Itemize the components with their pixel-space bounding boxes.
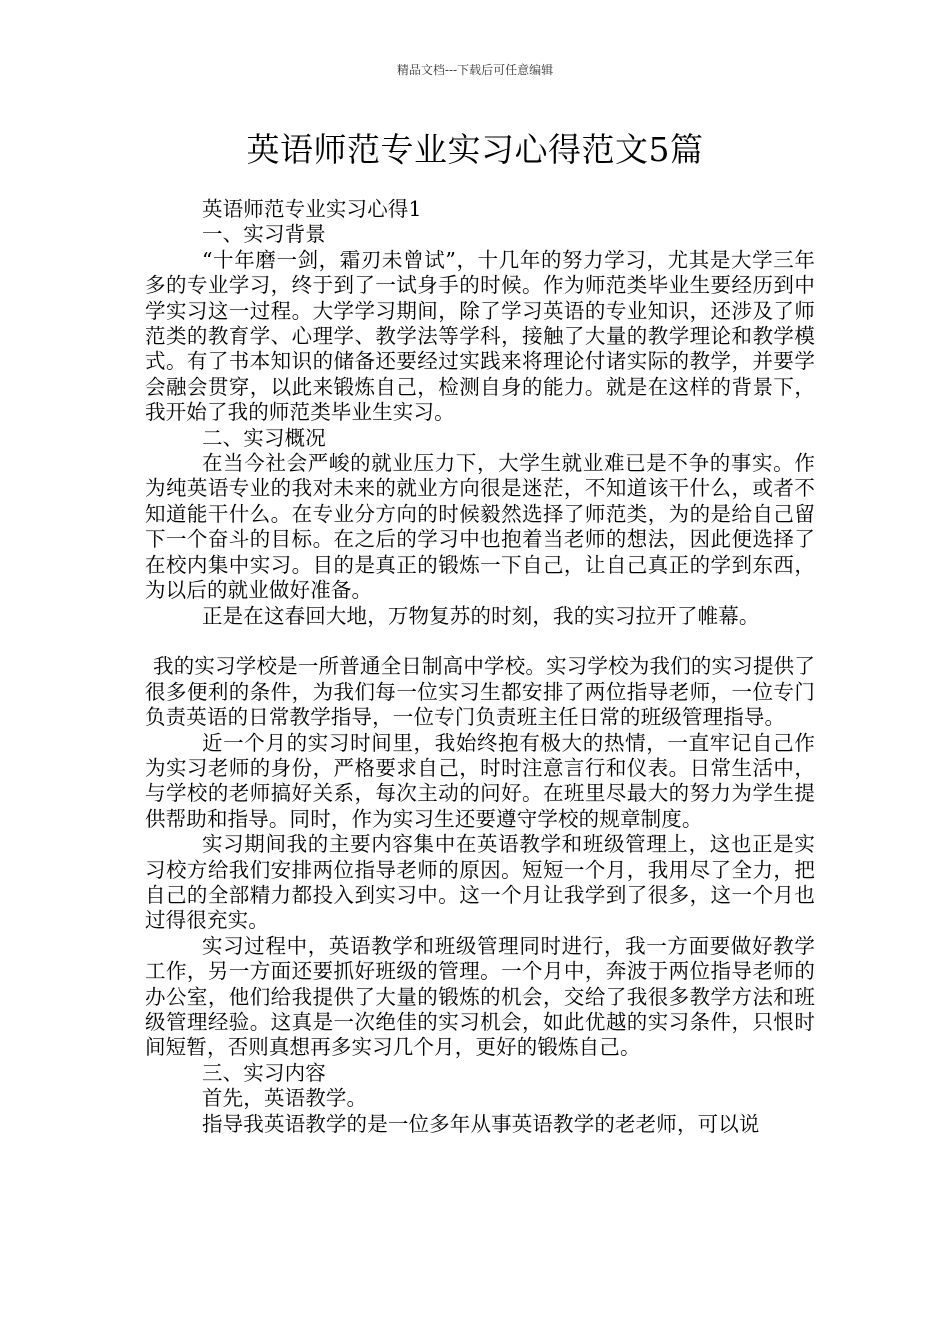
section-heading-background: 一、实习背景 [202,222,326,247]
paragraph-background: “十年磨一剑，霜刃未曾试”，十几年的努力学习，尤其是大学三年多的专业学习，终于到了一试身手的时候。作为师范类毕业生要经历到中学实习这一过程。大学学习期间，除了学习英语的专业知识，还涉及了师范类的教育学、心理学、教学法等学科，接触了大量的教学理论和教学模式。有了书本知识的储备还要经过实践来将理论付诸实际的教学，并要学会融会贯穿，以此来锻炼自己，检测自身的能力。就是在这样的背景下，我开始了我的师范类毕业生实习。 [145,247,815,425]
document-title: 英语师范专业实习心得范文5篇 [246,130,704,169]
paragraph-process: 实习过程中，英语教学和班级管理同时进行，我一方面要做好教学工作，另一方面还要抓好班级的管理。一个月中，奔波于两位指导老师的办公室，他们给我提供了大量的锻炼的机会，交给了我很多教学方法和班级管理经验。这真是一次绝佳的实习机会，如此优越的实习条件，只恨时间短暂，否则真想再多实习几个月，更好的锻炼自己。 [145,933,815,1060]
paragraph-spring: 正是在这春回大地，万物复苏的时刻，我的实习拉开了帷幕。 [202,603,760,628]
paragraph-first: 首先，英语教学。 [202,1086,368,1111]
section-heading-overview: 二、实习概况 [202,425,326,450]
blank-line [145,629,815,654]
paragraph-overview: 在当今社会严峻的就业压力下，大学生就业难已是不争的事实。作为纯英语专业的我对未来的就业方向很是迷茫，不知道该干什么，或者不知道能干什么。在专业分方向的时候毅然选择了师范类，为的是给自己留下一个奋斗的目标。在之后的学习中也抱着当老师的想法，因此便选择了在校内集中实习。目的是真正的锻炼一下自己，让自己真正的学到东西，为以后的就业做好准备。 [145,451,815,603]
section-heading-content: 三、实习内容 [202,1060,326,1085]
paragraph-attitude: 近一个月的实习时间里，我始终抱有极大的热情，一直牢记自己作为实习老师的身份，严格要求自己，时时注意言行和仪表。日常生活中，与学校的老师搞好关系，每次主动的问好。在班里尽最大的努力为学生提供帮助和指导。同时，作为实习生还要遵守学校的规章制度。 [145,730,815,831]
paragraph-focus: 实习期间我的主要内容集中在英语教学和班级管理上，这也正是实习校方给我们安排两位指导老师的原因。短短一个月，我用尽了全力，把自己的全部精力都投入到实习中。这一个月让我学到了很多，这一个月也过得很充实。 [145,832,815,933]
section-subtitle: 英语师范专业实习心得1 [202,197,422,221]
document-body [145,197,815,1137]
page-header: 精品文档---下载后可任意编辑 [396,63,554,77]
paragraph-school: 我的实习学校是一所普通全日制高中学校。实习学校为我们的实习提供了很多便利的条件，为我们每一位实习生都安排了两位指导老师，一位专门负责英语的日常教学指导，一位专门负责班主任日常的班级管理指导。 [145,654,815,730]
paragraph-teacher: 指导我英语教学的是一位多年从事英语教学的老老师，可以说 [202,1111,760,1136]
